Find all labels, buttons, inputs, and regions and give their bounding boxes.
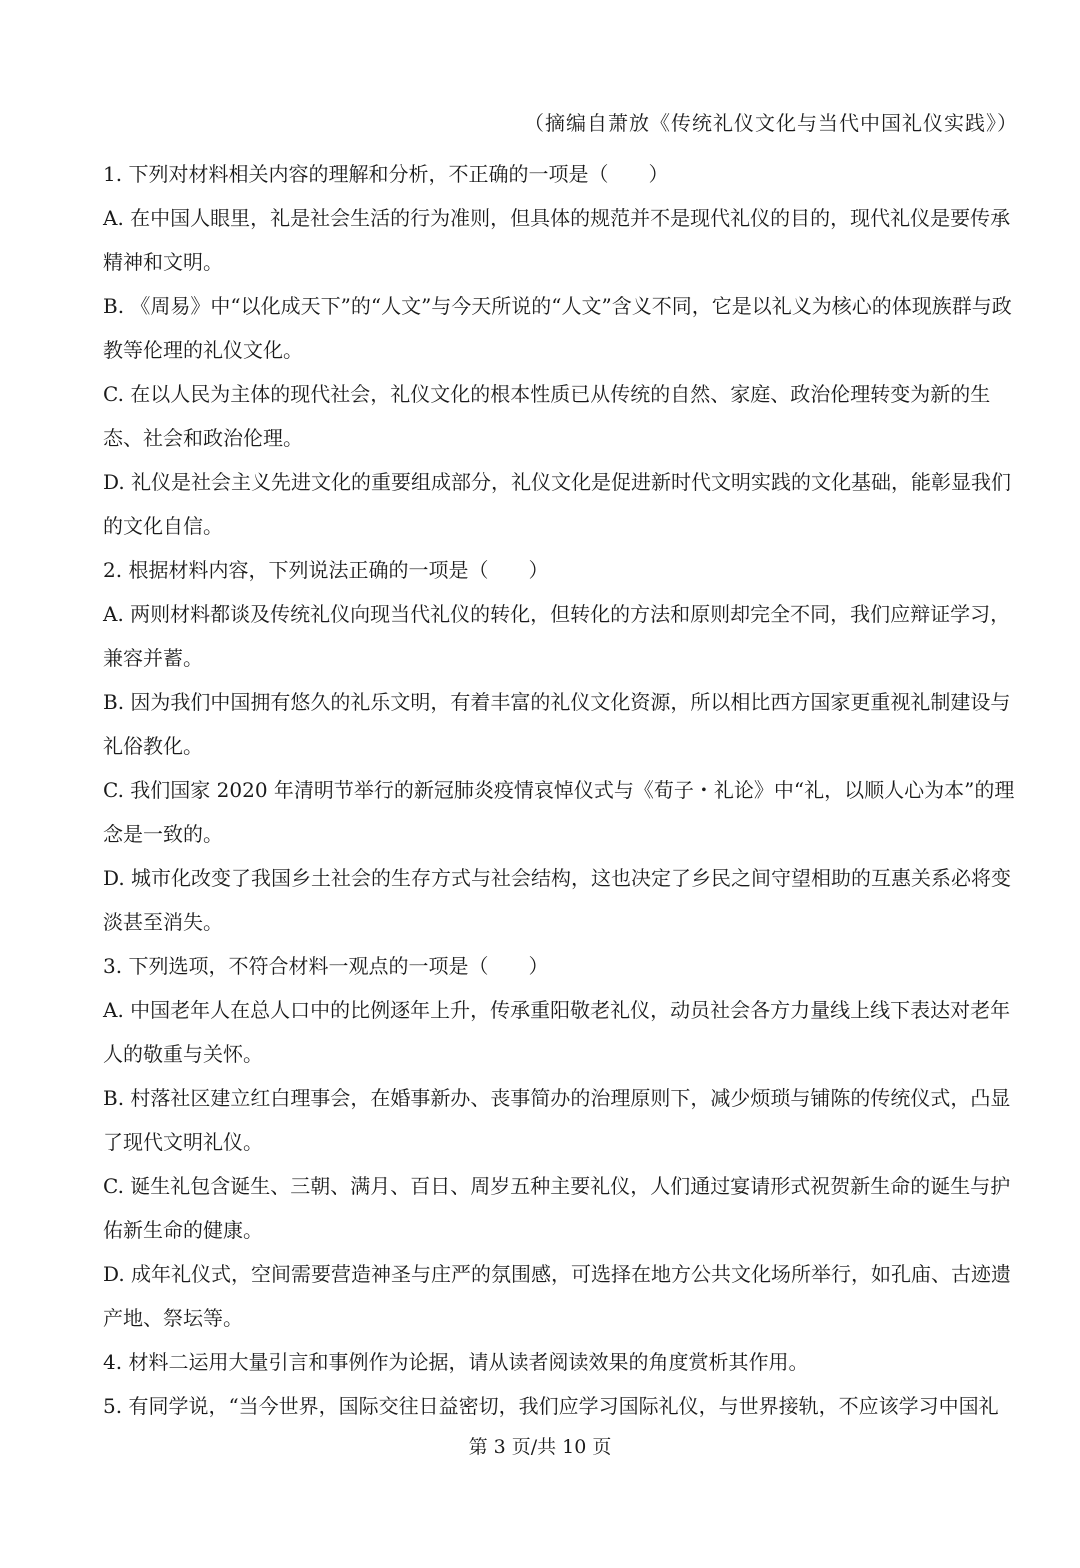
option-a: A. 中国老年人在总人口中的比例逐年上升，传承重阳敬老礼仪，动员社会各方力量线上线下表达对老年人的敬重与关怀。 (103, 998, 1011, 1066)
question-2 (103, 548, 1015, 944)
question-stem: 3. 下列选项，不符合材料一观点的一项是（ ） (103, 954, 549, 978)
option-c: C. 我们国家 2020 年清明节举行的新冠肺炎疫情哀悼仪式与《荀子・礼论》中“礼，以顺人心为本”的理念是一致的。 (103, 778, 1015, 846)
question-stem: 2. 根据材料内容，下列说法正确的一项是（ ） (103, 558, 549, 582)
option-b: B. 《周易》中“以化成天下”的“人文”与今天所说的“人文”含义不同，它是以礼义为核心的体现族群与政教等伦理的礼仪文化。 (103, 294, 1012, 362)
question-stem: 4. 材料二运用大量引言和事例作为论据，请从读者阅读效果的角度赏析其作用。 (103, 1350, 809, 1374)
questions-block (103, 152, 1015, 1428)
source-citation: （摘编自萧放《传统礼仪文化与当代中国礼仪实践》） (524, 111, 1018, 135)
question-1 (103, 152, 1015, 548)
option-c: C. 在以人民为主体的现代社会，礼仪文化的根本性质已从传统的自然、家庭、政治伦理转变为新的生态、社会和政治伦理。 (103, 382, 991, 450)
question-3 (103, 944, 1015, 1340)
question-stem: 5. 有同学说，“当今世界，国际交往日益密切，我们应学习国际礼仪，与世界接轨，不应该学习中国礼 (103, 1394, 999, 1418)
option-b: B. 村落社区建立红白理事会，在婚事新办、丧事简办的治理原则下，减少烦琐与铺陈的传统仪式，凸显了现代文明礼仪。 (103, 1086, 1011, 1154)
question-stem: 1. 下列对材料相关内容的理解和分析，不正确的一项是（ ） (103, 162, 669, 186)
option-b: B. 因为我们中国拥有悠久的礼乐文明，有着丰富的礼仪文化资源，所以相比西方国家更重视礼制建设与礼俗教化。 (103, 690, 1011, 758)
option-a: A. 在中国人眼里，礼是社会生活的行为准则，但具体的规范并不是现代礼仪的目的，现代礼仪是要传承精神和文明。 (103, 206, 1011, 274)
option-c: C. 诞生礼包含诞生、三朝、满月、百日、周岁五种主要礼仪，人们通过宴请形式祝贺新生命的诞生与护佑新生命的健康。 (103, 1174, 1011, 1242)
option-d: D. 成年礼仪式，空间需要营造神圣与庄严的氛围感，可选择在地方公共文化场所举行，如孔庙、古迹遗产地、祭坛等。 (103, 1262, 1012, 1330)
question-4 (103, 1340, 1015, 1384)
question-5 (103, 1384, 1015, 1428)
option-d: D. 礼仪是社会主义先进文化的重要组成部分，礼仪文化是促进新时代文明实践的文化基础，能彰显我们的文化自信。 (103, 470, 1012, 538)
option-a: A. 两则材料都谈及传统礼仪向现当代礼仪的转化，但转化的方法和原则却完全不同，我们应辩证学习，兼容并蓄。 (103, 602, 1011, 670)
option-d: D. 城市化改变了我国乡土社会的生存方式与社会结构，这也决定了乡民之间守望相助的互惠关系必将变淡甚至消失。 (103, 866, 1012, 934)
page-number: 第 3 页/共 10 页 (468, 1436, 612, 1458)
